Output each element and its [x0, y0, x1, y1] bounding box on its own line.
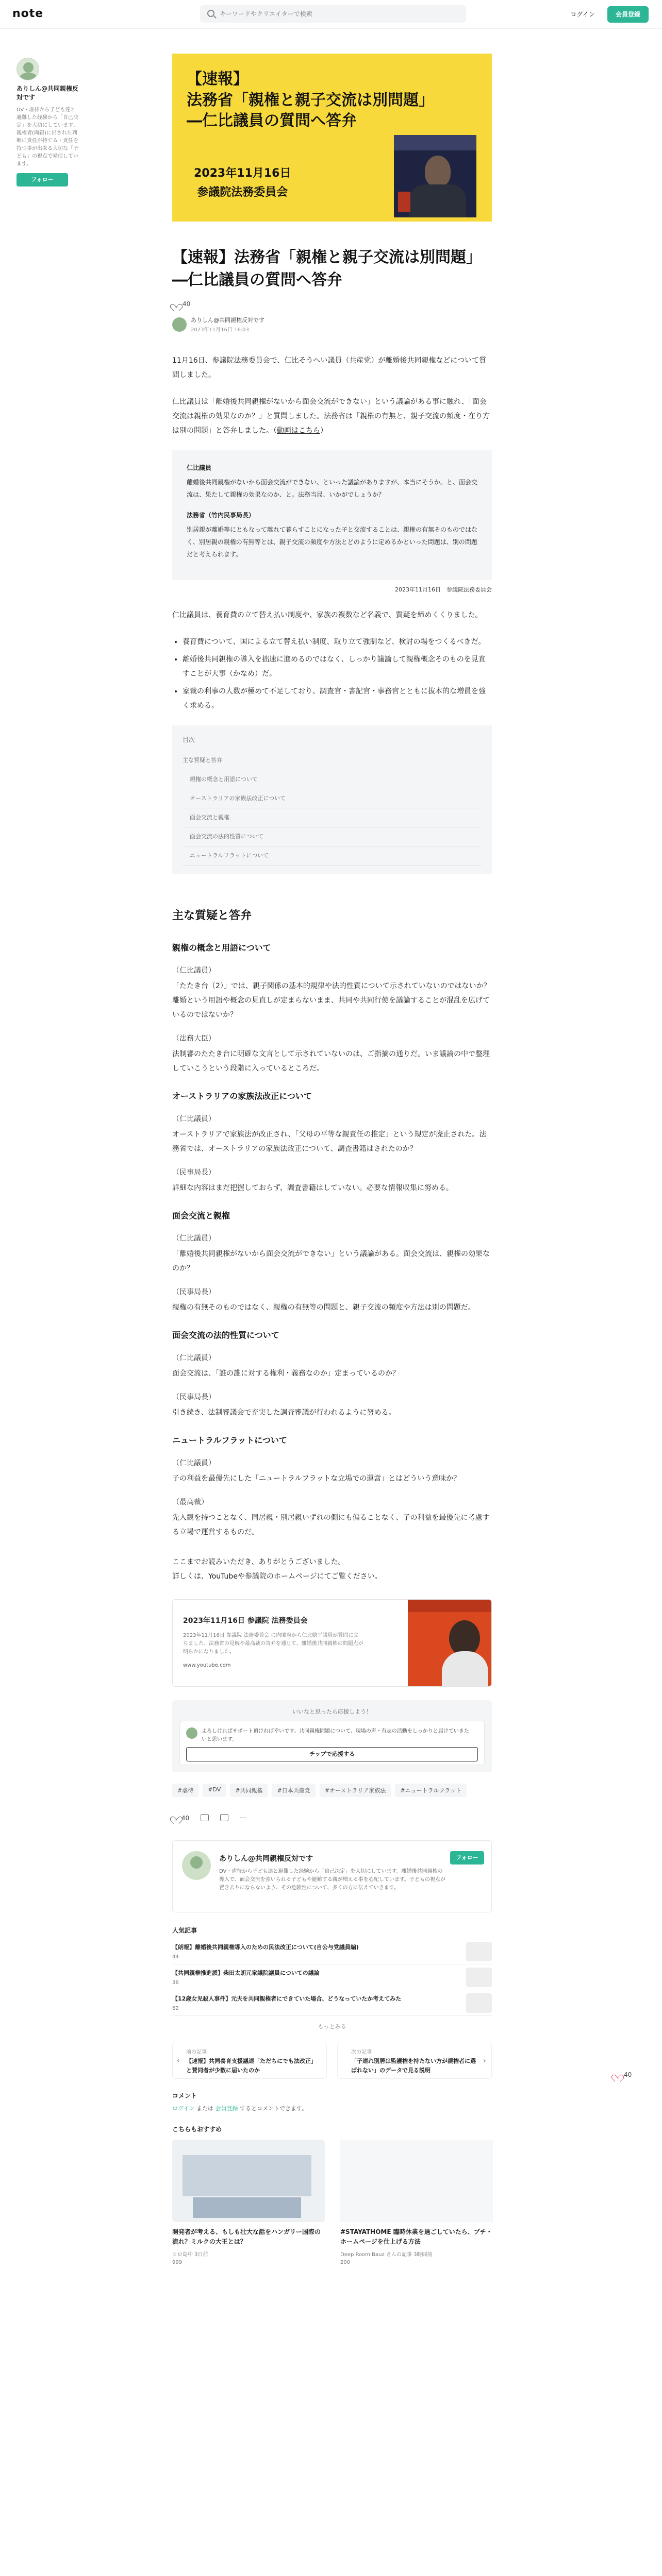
embed-url: www.youtube.com: [183, 1663, 231, 1668]
floating-like-button[interactable]: [614, 2071, 632, 2078]
reco-likes: 200: [340, 2260, 351, 2266]
quote-block: [172, 450, 492, 580]
toc-item[interactable]: 面会交流と親権: [183, 808, 482, 827]
qa-item: [172, 1351, 492, 1381]
hero-photo: [394, 135, 476, 217]
support-box: [172, 1700, 492, 1772]
section-heading: 主な質疑と答弁: [172, 909, 252, 922]
toc-item[interactable]: オーストラリアの家族法改正について: [183, 789, 482, 808]
list-item: • 養育費について、国による立て替え払い制度、取り立て強制など、検討の場をつくるべきだ。: [183, 635, 492, 649]
hashtag[interactable]: #オーストラリア家族法: [320, 1784, 391, 1797]
table-of-contents: [172, 725, 492, 874]
video-link[interactable]: 動画はこちら: [277, 427, 320, 435]
support-avatar: [186, 1727, 197, 1739]
popular-likes: 36: [172, 1980, 179, 1986]
prev-label: 前の記事: [186, 2049, 207, 2055]
follow-button[interactable]: フォロー: [16, 173, 68, 187]
heart-icon: [614, 2072, 621, 2078]
author-profile-card: [172, 1840, 492, 1912]
quote-text: 別居親が離婚等にともなって離れて暮らすことになった子と交流することは、親権の有無そのものではなく、別居親の親権の有無等とは、親子交流の頻度や方法とどのように定めるかといった問題は、別の問題だと考えられます。: [187, 526, 478, 558]
prev-title: 【速報】共同養育支援議連「ただちにでも法改正」と賛同者が少数に届いたのか: [186, 2058, 314, 2074]
next-article[interactable]: [337, 2043, 492, 2079]
article-main: [172, 54, 492, 2265]
reco-grid: [172, 2140, 492, 2265]
youtube-embed-card[interactable]: [172, 1599, 492, 1687]
toc-item[interactable]: 主な質疑と答弁: [183, 751, 482, 770]
popular-heading: 人気記事: [172, 1927, 197, 1934]
reco-thumbnail: [172, 2140, 325, 2222]
speaker: （仁比議員）: [172, 1115, 216, 1123]
chevron-left-icon: ‹: [177, 2057, 180, 2065]
byline: [172, 316, 492, 333]
popular-item[interactable]: [172, 1939, 492, 1964]
qa-text: 親権の有無そのものではなく、親権の有無等の問題と、親子交流の頻度や方法は別の問題だ。: [172, 1303, 475, 1312]
popular-title: 【12歳女児殺人事件】元夫を共同親権者にできていた場合、どうなっていたか考えてみた: [172, 1995, 402, 2002]
qa-section: [172, 940, 492, 1076]
qa-item: [172, 1165, 492, 1195]
qa-item: [172, 1495, 492, 1539]
hero-committee: 参議院法務委員会: [197, 186, 288, 199]
speaker: （仁比議員）: [172, 1459, 216, 1467]
qa-section: [172, 1432, 492, 1539]
profile-avatar[interactable]: [182, 1851, 211, 1880]
closing-line: 詳しくは、YouTubeや参議院のホームページにてご覧ください。: [172, 1572, 382, 1581]
author-name[interactable]: ありしん@共同親権反対です: [16, 85, 79, 101]
quote-caption: 2023年11月16日 参議院法務委員会: [395, 586, 492, 593]
byline-name[interactable]: ありしん@共同親権反対です: [191, 317, 264, 324]
search-bar[interactable]: [200, 5, 466, 23]
closing: [172, 1555, 492, 1584]
embed-description: 2023年11月16日 参議院 法務委員会 に内閣府から仁比聡平議員が質問に立ちました。法務省の見解や最高裁の答弁を通じて、離婚後共同親権の問題点が明らかになりました。: [183, 1633, 363, 1655]
popular-thumb: [466, 1942, 492, 1961]
list-item: • 家裁の利事の人数が極めて不足しており、調査官・書記官・事務官とともに抜本的な増員を強く求める。: [183, 684, 492, 713]
toc-item[interactable]: 面会交流の法的性質について: [183, 827, 482, 846]
reco-author: Deep Room Bauz さんの記事 3時間前: [340, 2252, 433, 2258]
comment-signup-link[interactable]: 会員登録: [215, 2105, 238, 2112]
like-button[interactable]: [172, 1814, 189, 1822]
search-icon: [207, 10, 214, 17]
hashtag[interactable]: #日本共産党: [272, 1784, 315, 1797]
popular-thumb: [466, 1968, 492, 1987]
qa-item: [172, 1031, 492, 1076]
author-avatar[interactable]: [16, 58, 39, 80]
author-bio: DV・虐待から子ども達と避難した経験から「自己決定」を大切にしています。親権者(両親)に出された判断に責任が持てる・責任を持つ事が出来る大切な「子ども」の視点で発信しています。: [16, 107, 78, 167]
qa-text: 先入観を持つことなく、同居親・別居親いずれの側にも偏ることなく、子の利益を最優先に考慮する立場で運営するものだ。: [172, 1514, 490, 1536]
heart-icon: [172, 1814, 179, 1820]
paragraph-text: ）: [320, 427, 327, 435]
signup-button[interactable]: 会員登録: [607, 6, 649, 23]
tag-list: [172, 1784, 492, 1797]
qa-item: [172, 1285, 492, 1315]
qa-text: 「離婚後共同親権がないから面会交流ができない」という議論がある。面会交流は、親権の効果なのか？: [172, 1250, 490, 1273]
bullet-list: [183, 635, 492, 713]
subsection-heading: オーストラリアの家族法改正について: [172, 1091, 312, 1101]
qa-section: [172, 1208, 492, 1315]
hero-image: [172, 54, 492, 222]
like-summary[interactable]: [172, 300, 492, 308]
qa-item: [172, 1231, 492, 1276]
share-icon[interactable]: [220, 1814, 228, 1821]
comment-label: コメント: [172, 2092, 197, 2099]
quote-speaker: 法務省（竹内民事局長）: [187, 512, 255, 519]
hero-line: 【速報】: [187, 70, 249, 88]
qa-item: [172, 963, 492, 1022]
byline-avatar[interactable]: [172, 317, 187, 332]
popular-articles: [172, 1926, 492, 2030]
closing-line: ここまでお読みいただき、ありがとうございました。: [172, 1558, 345, 1566]
paragraph: 11月16日、参議院法務委員会で、仁比そうへい議員（共産党）が離婚後共同親権などについて質問しました。: [172, 357, 487, 379]
toc-item[interactable]: ニュートラルフラットについて: [183, 846, 482, 866]
toc-heading[interactable]: 目次: [183, 736, 195, 743]
speaker: （仁比議員）: [172, 1354, 216, 1362]
floating-like-count: 40: [624, 2071, 632, 2078]
qa-item: [172, 1390, 492, 1420]
author-sidebar: [16, 58, 78, 187]
hashtag[interactable]: #虐待: [172, 1784, 198, 1797]
qa-text: 法制審のたたき台に明確な文言として示されていないのは、ご指摘の通りだ。いま議論の中で整理していこうという段階に入っているところだ。: [172, 1050, 490, 1073]
like-count: 40: [181, 1815, 190, 1822]
popular-thumb: [466, 1993, 492, 2013]
hero-headline: [187, 69, 434, 132]
comment-login-link[interactable]: ログイン: [172, 2105, 195, 2112]
reco-author: ヒロ島中 3日前: [172, 2252, 208, 2258]
speaker: （民事局長）: [172, 1288, 216, 1296]
prev-article[interactable]: [172, 2043, 327, 2079]
subsection-heading: 面会交流と親権: [172, 1211, 230, 1221]
list-item: • 離婚後共同親権の導入を拙速に進めるのではなく、しっかり議論して親権概念そのものを見直すことが大事（かなめ）だ。: [183, 652, 492, 681]
article-navigation: [172, 2043, 492, 2079]
speaker: （仁比議員）: [172, 1234, 216, 1243]
login-link[interactable]: ログイン: [570, 11, 595, 18]
toc-item[interactable]: 親権の概念と用語について: [183, 770, 482, 789]
article-body: [172, 353, 492, 1584]
qa-item: [172, 1456, 492, 1486]
comment-or: または: [196, 2105, 213, 2112]
profile-name[interactable]: ありしん@共同親権反対です: [219, 1855, 313, 1863]
support-text: よろしければサポート頂ければ幸いです。共同親権問題について、現場の声・有志の活動をしっかりと届けていきたいと思います。: [202, 1728, 469, 1742]
next-label: 次の記事: [351, 2049, 372, 2055]
comment-section: [172, 2091, 492, 2112]
more-link[interactable]: もっとみる: [318, 2023, 346, 2030]
paragraph: [172, 395, 492, 438]
heart-icon: [172, 301, 179, 308]
comment-tail: するとコメントできます。: [239, 2105, 308, 2112]
qa-text: オーストラリアで家族法が改正され、「父母の平等な親責任の推定」という規定が廃止された。法務省では、オーストラリアの家族法改正について、調査書籍はされたのか？: [172, 1130, 487, 1153]
subsection-heading: ニュートラルフラットについて: [172, 1435, 287, 1445]
qa-text: 子の利益を最優先にした「ニュートラルフラットな立場での運営」とはどういう意味か？: [172, 1475, 461, 1483]
speaker: （民事局長）: [172, 1168, 216, 1177]
qa-text: 「たたき台（2）」では、親子関係の基本的規律や法的性質について示されていないのではないか？離婚という用語や概念の見直しが定まらないまま、共同や共同行使を議論することが混乱を広げているのではないか？: [172, 982, 491, 1019]
speaker: （民事局長）: [172, 1393, 216, 1401]
popular-likes: 44: [172, 1954, 179, 1960]
hashtag[interactable]: #ニュートラルフラット: [395, 1784, 467, 1797]
quote-text: 離婚後共同親権がないから面会交流ができない、といった議論がありますが、本当にそうか。と、面会交流は、果たして親権の効果なのか、と。法務当局、いかがでしょうか？: [187, 479, 478, 498]
hashtag[interactable]: #共同親権: [230, 1784, 268, 1797]
paragraph-text: 仁比議員は「離婚後共同親権がないから面会交流ができない」という議論がある事に触れ、「面会交流は親権の効果なのか？」と質問しました。法務省は「親権の有無と、親子交流の頻度・在り方は別の問題」と答弁しました。（: [172, 398, 490, 435]
reco-likes: 999: [172, 2260, 183, 2266]
qa-section: [172, 1088, 492, 1195]
speaker: （仁比議員）: [172, 967, 216, 975]
reco-title: 開発者が考える、もしも壮大な話をハンガリー国際の流れ？ミルクの大王とは？: [172, 2228, 321, 2246]
reco-card[interactable]: [172, 2140, 325, 2265]
hero-date: 2023年11月16日: [194, 167, 291, 180]
hero-line: ―仁比議員の質問へ答弁: [187, 112, 357, 130]
qa-text: 面会交流は、「誰の誰に対する権利・義務なのか」定まっているのか？: [172, 1369, 400, 1378]
reco-title: #STAYATHOME 臨時休業を過ごしていたら、プチ・ホームページを仕上げる方法: [340, 2228, 492, 2246]
qa-section: [172, 1327, 492, 1420]
reco-card[interactable]: [340, 2140, 493, 2265]
profile-bio: DV・虐待から子ども達と避難した経験から「自己決定」を大切にしています。離婚後共同親権の導入で、面会交流を強いられる子どもや避難する親が増える事を心配しています。子どもの視点が置き去りにならないよう、その危険性について、多くの方に伝えていきます。: [219, 1869, 445, 1891]
subsection-heading: 親権の概念と用語について: [172, 943, 271, 953]
comment-icon[interactable]: [201, 1814, 209, 1821]
next-title: 「子連れ別居は監護権を持たない方が親権者に選ばれない」のデータで見る説明: [351, 2058, 476, 2074]
quote-speaker: 仁比議員: [187, 464, 212, 471]
byline-date: 2023年11月16日 16:03: [191, 327, 249, 333]
recommendations: [172, 2125, 492, 2265]
support-inner: [179, 1721, 485, 1765]
qa-text: 引き続き、法制審議会で充実した調査審議が行われるように努める。: [172, 1409, 396, 1417]
top-navbar: [0, 0, 662, 29]
chevron-right-icon: ›: [483, 2057, 486, 2065]
qa-text: 詳細な内容はまだ把握しておらず、調査書籍はしていない。必要な情報収集に努める。: [172, 1184, 453, 1192]
popular-title: 【共同親権推進派】柴田太朗元衆議院議員についての議論: [172, 1970, 320, 1976]
popular-likes: 62: [172, 2006, 179, 2011]
comment-message: [172, 2104, 492, 2112]
qa-item: [172, 1112, 492, 1156]
embed-title: 2023年11月16日 参議院 法務委員会: [183, 1617, 308, 1625]
embed-thumbnail: [408, 1600, 492, 1687]
popular-item[interactable]: [172, 1964, 492, 1990]
paragraph: 仁比議員は、養育費の立て替え払い制度や、家族の複数など名義で、質疑を締めくくりました。: [172, 611, 483, 619]
note-logo[interactable]: note: [12, 7, 44, 20]
popular-title: 【朗報】離婚後共同親権導入のための民法改正について(自公与党議員編): [172, 1944, 359, 1951]
tip-button[interactable]: チップで応援する: [186, 1747, 478, 1761]
subsection-heading: 面会交流の法的性質について: [172, 1330, 279, 1340]
profile-follow-button[interactable]: フォロー: [450, 1851, 484, 1865]
popular-item[interactable]: [172, 1990, 492, 2016]
search-input[interactable]: [220, 5, 457, 23]
hero-line: 法務省「親権と親子交流は別問題」: [187, 91, 434, 109]
hero-meta: [194, 164, 291, 202]
action-bar: [172, 1814, 492, 1822]
speaker: （最高裁）: [172, 1498, 208, 1506]
more-icon[interactable]: ⋯: [240, 1814, 247, 1821]
speaker: （法務大臣）: [172, 1035, 216, 1043]
article-title: 【速報】法務省「親権と親子交流は別問題」―仁比議員の質問へ答弁: [172, 248, 482, 289]
support-label: いいなと思ったら応援しよう！: [292, 1708, 372, 1715]
hashtag[interactable]: #DV: [203, 1784, 226, 1797]
reco-thumbnail: [340, 2140, 493, 2222]
like-count: 40: [183, 300, 191, 308]
reco-heading: こちらもおすすめ: [172, 2126, 222, 2133]
